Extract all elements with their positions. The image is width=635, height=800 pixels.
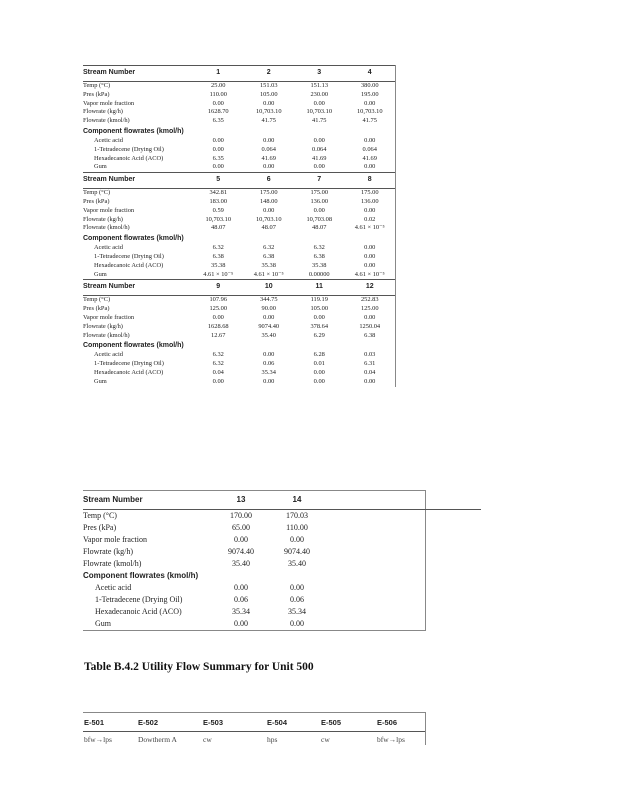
- data-value: 0.00: [364, 99, 376, 107]
- stream-number: 9: [193, 280, 244, 296]
- data-value: 0.00: [263, 377, 275, 385]
- utility-header: E-502: [137, 713, 202, 732]
- data-row-flow-kg: [83, 216, 395, 225]
- row-label: Temp (°C): [83, 511, 117, 520]
- data-value: 90.00: [261, 305, 276, 313]
- data-value: 105.00: [259, 90, 278, 98]
- data-value: 0.06: [290, 595, 304, 604]
- data-row-tetradecene: [83, 594, 481, 606]
- row-label: Gum: [95, 619, 111, 628]
- empty-cell: [325, 534, 481, 546]
- row-label: Component flowrates (kmol/h): [83, 127, 184, 135]
- utility-cell: bfw→lps: [84, 734, 112, 744]
- empty-cell: [193, 340, 244, 351]
- data-value: 0.064: [312, 145, 327, 153]
- data-value: 0.00: [212, 163, 224, 171]
- data-value: 0.064: [362, 145, 377, 153]
- row-label: Component flowrates (kmol/h): [83, 342, 184, 350]
- utility-row: [83, 732, 425, 746]
- data-row-hexadecanoic: [83, 262, 395, 271]
- utility-cell: Dowtherm A: [138, 734, 177, 744]
- empty-cell: [294, 233, 345, 244]
- stream-number-row: [83, 280, 395, 296]
- data-row-acetic: [83, 137, 395, 146]
- data-value: 125.00: [360, 305, 379, 313]
- data-value: 6.38: [263, 252, 275, 260]
- data-value: 4.61 × 10⁻⁵: [354, 224, 385, 232]
- data-value: 0.00: [212, 99, 224, 107]
- data-row-pres: [83, 91, 395, 100]
- data-value: 0.00: [364, 244, 376, 252]
- row-label: Flowrate (kmol/h): [83, 559, 142, 568]
- row-label: Flowrate (kg/h): [83, 215, 123, 223]
- stream-number: 2: [244, 66, 295, 82]
- data-value: 0.00: [364, 261, 376, 269]
- data-value: 136.00: [360, 197, 379, 205]
- row-label: Acetic acid: [94, 351, 123, 359]
- data-value: 0.00: [234, 535, 248, 544]
- data-value: 378.64: [310, 322, 329, 330]
- data-value: 10,703.10: [205, 215, 232, 223]
- data-value: 48.07: [261, 224, 276, 232]
- data-value: 35.38: [211, 261, 226, 269]
- data-value: 9074.40: [284, 547, 310, 556]
- data-row-flow-kg: [83, 546, 481, 558]
- data-row-acetic: [83, 351, 395, 360]
- data-value: 0.064: [261, 145, 276, 153]
- data-value: 0.00: [364, 163, 376, 171]
- data-value: 0.00: [364, 313, 376, 321]
- stream-number: 11: [294, 280, 345, 296]
- data-value: 151.13: [310, 82, 329, 89]
- data-value: 125.00: [209, 305, 228, 313]
- data-value: 0.00: [263, 313, 275, 321]
- row-label: Gum: [94, 270, 107, 278]
- stream-number: 5: [193, 173, 244, 189]
- data-value: 6.32: [212, 360, 224, 368]
- row-label: Component flowrates (kmol/h): [83, 571, 199, 580]
- row-label: 1-Tetradecene (Drying Oil): [95, 595, 183, 604]
- row-label: Acetic acid: [94, 136, 123, 144]
- data-value: 0.00: [364, 206, 376, 214]
- data-value: 0.00: [313, 377, 325, 385]
- data-value: 6.38: [364, 331, 376, 339]
- data-row-gum: [83, 163, 395, 172]
- stream-number: 1: [193, 66, 244, 82]
- data-value: 65.00: [232, 523, 250, 532]
- data-value: 170.00: [230, 511, 252, 520]
- utility-header: E-505: [320, 713, 376, 732]
- row-label: Hexadecanoic Acid (ACO): [94, 261, 164, 269]
- data-value: 252.83: [360, 296, 379, 304]
- empty-cell: [244, 340, 295, 351]
- data-row-vapor: [83, 534, 481, 546]
- data-row-acetic: [83, 582, 481, 594]
- empty-cell: [269, 570, 325, 582]
- data-row-pres: [83, 198, 395, 207]
- data-value: 9074.40: [258, 322, 280, 330]
- data-row-pres: [83, 305, 395, 314]
- data-value: 10,703.10: [255, 108, 282, 116]
- data-row-tetradecene: [83, 146, 395, 155]
- data-value: 170.03: [286, 511, 308, 520]
- data-value: 6.28: [313, 351, 325, 359]
- data-value: 35.34: [261, 368, 276, 376]
- row-label: Pres (kPa): [83, 523, 117, 532]
- data-value: 48.07: [211, 224, 226, 232]
- data-value: 0.00: [313, 313, 325, 321]
- data-value: 344.75: [259, 296, 278, 304]
- data-row-acetic: [83, 244, 395, 253]
- data-value: 0.00: [263, 163, 275, 171]
- stream-number: 13: [213, 491, 269, 510]
- row-label: 1-Tetradecene (Drying Oil): [94, 360, 164, 368]
- data-value: 380.00: [360, 82, 379, 89]
- data-value: 9074.40: [228, 547, 254, 556]
- data-value: 41.69: [362, 154, 377, 162]
- row-label: Component flowrates (kmol/h): [83, 235, 184, 243]
- data-value: 25.00: [211, 82, 226, 89]
- data-value: 6.32: [313, 244, 325, 252]
- empty-cell: [345, 126, 396, 137]
- stream-number-row: [83, 173, 395, 189]
- data-value: 0.00: [212, 136, 224, 144]
- stream-number: 7: [294, 173, 345, 189]
- stream-number-row: [83, 491, 481, 510]
- data-value: 0.00: [313, 368, 325, 376]
- stream-number-label: Stream Number: [83, 280, 193, 296]
- data-row-flow-kmol: [83, 558, 481, 570]
- data-value: 10,703.10: [255, 215, 282, 223]
- data-value: 110.00: [209, 90, 227, 98]
- stream-table-lower: [83, 490, 426, 631]
- data-value: 6.32: [263, 244, 275, 252]
- empty-cell: [325, 522, 481, 534]
- row-label: Vapor mole fraction: [83, 206, 135, 214]
- data-row-vapor: [83, 207, 395, 216]
- row-label: Acetic acid: [94, 244, 123, 252]
- empty-cell: [345, 340, 396, 351]
- stream-number-label: Stream Number: [83, 491, 213, 510]
- data-row-pres: [83, 522, 481, 534]
- utility-header: E-503: [202, 713, 266, 732]
- data-value: 10,703.10: [356, 108, 383, 116]
- table-caption: Table B.4.2 Utility Flow Summary for Unit 500: [84, 661, 314, 673]
- data-value: 10,703.08: [306, 215, 333, 223]
- data-value: 0.00: [313, 206, 325, 214]
- row-label: Pres (kPa): [83, 197, 110, 205]
- stream-number: 3: [294, 66, 345, 82]
- data-value: 0.00: [290, 583, 304, 592]
- data-value: 0.00: [263, 206, 275, 214]
- data-value: 4.61 × 10⁻⁵: [354, 270, 385, 278]
- data-value: 6.35: [212, 154, 224, 162]
- data-value: 151.03: [259, 82, 278, 89]
- data-row-vapor: [83, 314, 395, 323]
- component-header-row: [83, 233, 395, 244]
- row-label: 1-Tetradecene (Drying Oil): [94, 145, 164, 153]
- data-value: 0.00: [212, 377, 224, 385]
- row-label: Pres (kPa): [83, 90, 110, 98]
- empty-cell: [294, 340, 345, 351]
- row-label: Vapor mole fraction: [83, 535, 147, 544]
- row-label: Temp (°C): [83, 189, 111, 197]
- data-value: 41.75: [312, 117, 327, 125]
- data-value: 148.00: [259, 197, 278, 205]
- empty-cell: [213, 570, 269, 582]
- row-label: Hexadecanoic Acid (ACO): [94, 154, 164, 162]
- data-value: 1250.04: [359, 322, 381, 330]
- empty-cell: [325, 510, 481, 523]
- data-value: 175.00: [360, 189, 379, 197]
- data-value: 6.32: [212, 244, 224, 252]
- data-value: 0.06: [263, 360, 275, 368]
- row-label: Vapor mole fraction: [83, 99, 135, 107]
- utility-table: [83, 712, 426, 745]
- empty-cell: [193, 126, 244, 137]
- component-header-row: [83, 570, 481, 582]
- stream-number-row: [83, 66, 395, 82]
- data-value: 0.04: [364, 368, 376, 376]
- empty-cell: [244, 126, 295, 137]
- data-value: 6.31: [364, 360, 376, 368]
- data-value: 41.75: [261, 117, 276, 125]
- data-row-tetradecene: [83, 360, 395, 369]
- empty-cell: [325, 582, 481, 594]
- data-value: 0.00: [290, 535, 304, 544]
- utility-header: E-506: [376, 713, 425, 732]
- empty-cell: [325, 570, 481, 582]
- data-row-hexadecanoic: [83, 606, 481, 618]
- empty-cell: [193, 233, 244, 244]
- data-value: 0.00: [234, 619, 248, 628]
- data-value: 0.00: [290, 619, 304, 628]
- empty-cell: [325, 618, 481, 630]
- data-value: 0.00: [212, 145, 224, 153]
- utility-cell: cw: [321, 734, 330, 744]
- data-value: 41.75: [362, 117, 377, 125]
- data-value: 4.61 × 10⁻⁵: [203, 270, 234, 278]
- data-value: 35.34: [232, 607, 250, 616]
- data-value: 110.00: [286, 523, 308, 532]
- data-value: 0.00: [364, 136, 376, 144]
- data-value: 0.00: [364, 377, 376, 385]
- stream-number-label: Stream Number: [83, 66, 193, 82]
- data-value: 6.29: [313, 331, 325, 339]
- data-value: 0.02: [364, 215, 376, 223]
- data-value: 6.32: [212, 351, 224, 359]
- utility-header: E-504: [266, 713, 320, 732]
- data-row-tetradecene: [83, 253, 395, 262]
- data-value: 136.00: [310, 197, 329, 205]
- stream-table-upper: [83, 65, 396, 387]
- data-row-gum: [83, 618, 481, 630]
- data-row-flow-kmol: [83, 224, 395, 233]
- data-value: 195.00: [360, 90, 379, 98]
- data-row-gum: [83, 271, 395, 280]
- component-header-row: [83, 126, 395, 137]
- data-row-gum: [83, 378, 395, 387]
- data-value: 35.40: [232, 559, 250, 568]
- empty-cell: [244, 233, 295, 244]
- utility-cell: cw: [203, 734, 212, 744]
- row-label: Temp (°C): [83, 82, 111, 89]
- stream-number-label: Stream Number: [83, 173, 193, 189]
- row-label: Temp (°C): [83, 296, 111, 304]
- data-value: 0.59: [212, 206, 224, 214]
- data-value: 0.06: [234, 595, 248, 604]
- stream-number: 14: [269, 491, 325, 510]
- row-label: Gum: [94, 377, 107, 385]
- row-label: Gum: [94, 163, 107, 171]
- data-value: 0.00: [263, 99, 275, 107]
- data-value: 0.00: [313, 163, 325, 171]
- data-row-flow-kg: [83, 323, 395, 332]
- data-value: 4.61 × 10⁻⁵: [253, 270, 284, 278]
- data-value: 0.00: [263, 351, 275, 359]
- data-row-flow-kmol: [83, 332, 395, 341]
- data-value: 35.40: [261, 331, 276, 339]
- data-value: 0.00: [313, 99, 325, 107]
- component-header-row: [83, 340, 395, 351]
- data-value: 0.00: [364, 252, 376, 260]
- data-value: 41.69: [312, 154, 327, 162]
- data-row-hexadecanoic: [83, 155, 395, 164]
- utility-header-row: [83, 713, 425, 732]
- stream-number: 12: [345, 280, 396, 296]
- data-value: 0.00: [234, 583, 248, 592]
- row-label: Flowrate (kg/h): [83, 322, 123, 330]
- data-value: 48.07: [312, 224, 327, 232]
- data-value: 107.96: [209, 296, 228, 304]
- data-value: 35.34: [288, 607, 306, 616]
- data-value: 230.00: [310, 90, 329, 98]
- data-row-temp: [83, 189, 395, 198]
- data-row-flow-kmol: [83, 117, 395, 126]
- data-value: 183.00: [209, 197, 228, 205]
- data-value: 0.00000: [308, 270, 330, 278]
- row-label: Flowrate (kg/h): [83, 547, 133, 556]
- empty-cell: [325, 606, 481, 618]
- utility-header: E-501: [83, 713, 137, 732]
- data-value: 41.69: [261, 154, 276, 162]
- data-value: 35.38: [312, 261, 327, 269]
- data-value: 6.35: [212, 117, 224, 125]
- data-value: 0.00: [212, 313, 224, 321]
- empty-cell: [325, 594, 481, 606]
- stream-number: 8: [345, 173, 396, 189]
- empty-cell: [294, 126, 345, 137]
- data-value: 0.01: [313, 360, 325, 368]
- data-value: 175.00: [310, 189, 329, 197]
- empty-cell: [325, 546, 481, 558]
- empty-cell: [345, 233, 396, 244]
- stream-number: 10: [244, 280, 295, 296]
- data-row-temp: [83, 82, 395, 91]
- stream-number: 6: [244, 173, 295, 189]
- row-label: 1-Tetradecene (Drying Oil): [94, 252, 164, 260]
- row-label: Vapor mole fraction: [83, 313, 135, 321]
- row-label: Hexadecanoic Acid (ACO): [94, 368, 164, 376]
- data-row-vapor: [83, 100, 395, 109]
- data-value: 6.38: [313, 252, 325, 260]
- data-value: 1628.68: [207, 322, 229, 330]
- data-row-temp: [83, 296, 395, 305]
- data-value: 0.00: [313, 136, 325, 144]
- data-value: 0.04: [212, 368, 224, 376]
- data-value: 175.00: [259, 189, 278, 197]
- data-value: 6.38: [212, 252, 224, 260]
- utility-cell: bfw→lps: [377, 734, 405, 744]
- data-value: 35.40: [288, 559, 306, 568]
- row-label: Flowrate (kmol/h): [83, 331, 130, 339]
- row-label: Flowrate (kg/h): [83, 108, 123, 116]
- row-label: Acetic acid: [95, 583, 132, 592]
- row-label: Flowrate (kmol/h): [83, 117, 130, 125]
- row-label: Hexadecanoic Acid (ACO): [95, 607, 182, 616]
- data-value: 0.00: [263, 136, 275, 144]
- data-value: 10,703.10: [306, 108, 333, 116]
- data-value: 342.81: [209, 189, 228, 197]
- data-row-temp: [83, 510, 481, 523]
- utility-cell: hps: [267, 734, 278, 744]
- data-value: 12.67: [211, 331, 226, 339]
- empty-cell: [325, 558, 481, 570]
- data-value: 105.00: [310, 305, 329, 313]
- data-row-flow-kg: [83, 108, 395, 117]
- row-label: Flowrate (kmol/h): [83, 224, 130, 232]
- data-row-hexadecanoic: [83, 369, 395, 378]
- data-value: 35.38: [261, 261, 276, 269]
- row-label: Pres (kPa): [83, 305, 110, 313]
- data-value: 0.03: [364, 351, 376, 359]
- empty-cell: [325, 491, 481, 510]
- data-value: 119.19: [310, 296, 328, 304]
- data-value: 1628.70: [207, 108, 229, 116]
- stream-number: 4: [345, 66, 396, 82]
